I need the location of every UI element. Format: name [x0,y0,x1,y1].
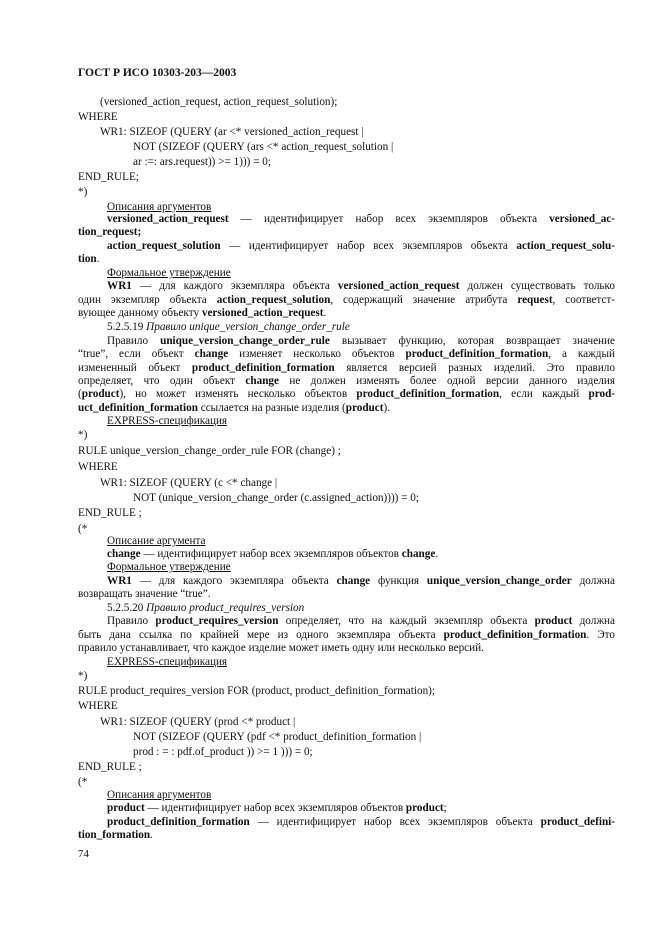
bold-term: product [107,802,145,814]
text-run: — идентифицирует набор всех экземпляров объекта [249,816,541,828]
bold-term: change [336,575,371,587]
paragraph-line [78,628,615,642]
text-run: , соответст- [552,294,615,306]
section-heading: Формальное утверждение [107,561,231,573]
paragraph-line [78,387,615,401]
section-heading: Описания аргументов [107,789,212,801]
bold-term: versioned_ac- [549,213,615,225]
code-line: WR1: SIZEOF (QUERY (c <* change | [100,477,278,489]
paragraph-line [107,801,615,815]
bold-term: WR1 [107,575,132,587]
text-run: — идентифицирует набор всех экземпляров объектов [144,802,406,814]
text-run: . [150,829,153,841]
section-heading: Описания аргументов [107,201,212,213]
bold-term: change [245,375,279,387]
code-line: WHERE [78,111,118,123]
text-run: , если каждый [499,388,589,400]
text-run: не должен изменять более одной версии данного изделия [278,375,615,387]
code-line: NOT (SIZEOF (QUERY (pdf <* product_definition_formation | [133,731,422,743]
code-line: (* [78,776,88,788]
code-line: RULE unique_version_change_order_rule FOR (change) ; [78,445,341,457]
clause-heading [107,320,615,334]
text-run: правило устанавливает, что каждое изделие может иметь одну или несколько версий. [78,642,484,654]
bold-term: product_definition_formation [191,362,335,374]
paragraph-line [78,293,615,307]
text-run: . [435,548,439,560]
text-run: измененный объект [78,362,192,374]
bold-term: request [517,294,553,306]
code-line: WR1: SIZEOF (QUERY (ar <* versioned_action_request | [100,126,364,138]
code-line: *) [78,670,88,682]
text-run: . [96,253,100,265]
text-run: — идентифицирует набор всех экземпляров объекта [220,240,517,252]
bold-term: product_defini- [540,816,615,828]
code-line: NOT (unique_version_change_order (c.assigned_action)))) = 0; [133,492,420,504]
paragraph-line [78,306,615,320]
section-heading: EXPRESS-спецификация [107,415,228,427]
paragraph-line [78,374,615,388]
text-run: вующее данному объекту [78,307,202,319]
text-run: должна [571,575,615,587]
text-run: , а каждый [548,348,615,360]
bold-term: product [345,402,384,414]
text-run: один экземпляр объекта [78,294,217,306]
paragraph-line [107,239,615,253]
code-line: END_RULE; [78,171,139,183]
bold-term: versioned_action_request [337,280,460,292]
text-run: 5.2.5.20 [107,602,147,614]
bold-term: change [401,548,436,560]
text-run: ), но может изменять несколько объектов [119,388,357,400]
bold-term: tion_request; [78,226,142,238]
code-line: (* [78,523,88,535]
text-run: . [323,307,327,319]
text-run: — идентифицирует набор всех экземпляров объектов [140,548,402,560]
section-heading: EXPRESS-спецификация [107,656,228,668]
code-line: WR1: SIZEOF (QUERY (prod <* product | [100,716,296,728]
text-run: должна [572,615,615,627]
text-run: ). [383,402,390,414]
paragraph-line [107,212,615,226]
text-run: функция [370,575,427,587]
code-line: NOT (SIZEOF (QUERY (ars <* action_request_solution | [133,141,394,153]
code-line: RULE product_requires_version FOR (product, product_definition_formation); [78,685,435,697]
text-run: ссылается на разные изделия ( [197,402,346,414]
paragraph-line [78,401,615,415]
section-heading: Описание аргумента [107,535,206,547]
bold-term: tion_formation [78,829,151,841]
bold-term: prod- [588,388,616,400]
code-line: prod : = : pdf.of_product )) >= 1 ))) = 0; [133,746,313,758]
bold-term: change [107,548,141,560]
code-line: (versioned_action_request, action_request_solution); [100,96,338,108]
text-run: 5.2.5.19 [107,321,147,333]
italic-text: Правило unique_version_change_order_rule [146,321,350,333]
code-line: *) [78,186,88,198]
bold-term: product_definition_formation [107,816,250,828]
bold-term: tion [78,253,97,265]
code-line: WHERE [78,700,118,712]
text-run: изменяет несколько объектов [228,348,406,360]
paragraph-line [107,574,615,588]
paragraph-line [107,334,615,348]
paragraph-line [78,252,615,266]
paragraph-line [107,815,615,829]
bold-term: product [405,802,444,814]
bold-term: product [81,388,120,400]
text-run: ( [78,388,82,400]
paragraph-line [78,641,615,655]
bold-term: product_definition_formation [443,629,587,641]
code-line: ar :=: ars.request)) >= 1))) = 0; [133,156,271,168]
text-run: “true”, если объект [78,348,195,360]
clause-heading [107,601,615,615]
bold-term: versioned_action_request [107,213,229,225]
text-run: Правило [107,335,161,347]
page-number: 74 [78,848,89,860]
text-run: быть дана ссылка по крайней мере из одного экземпляра объекта [78,629,444,641]
code-line: END_RULE ; [78,507,142,519]
text-run: , содержащий значение атрибута [330,294,518,306]
bold-term: WR1 [107,280,132,292]
text-run: возвращать значение “true”. [78,588,211,600]
code-line: WHERE [78,461,118,473]
bold-term: action_request_solu- [516,240,615,252]
bold-term: change [194,348,229,360]
italic-text: Правило product_requires_version [146,602,305,614]
bold-term: unique_version_change_order [426,575,572,587]
text-run: вызывает функцию, которая возвращает значение [329,335,615,347]
bold-term: uct_definition_formation [78,402,198,414]
text-run: — идентифицирует набор всех экземпляров объекта [228,213,550,225]
text-run: Правило [107,615,156,627]
paragraph-line [78,225,615,239]
text-run: — для каждого экземпляра объекта [131,575,337,587]
bold-term: product_requires_version [155,615,279,627]
paragraph-line [107,614,615,628]
bold-term: versioned_action_request [201,307,324,319]
page-header: ГОСТ Р ИСО 10303-203—2003 [78,67,237,79]
text-run: должен существовать только [459,280,615,292]
bold-term: product_definition_formation [405,348,549,360]
paragraph-line [78,587,615,601]
paragraph-line [78,828,615,842]
bold-term: action_request_solution [107,240,221,252]
text-run: определяет, что на каждый экземпляр объекта [278,615,535,627]
bold-term: product [534,615,573,627]
paragraph-line [78,347,615,361]
text-run: — для каждого экземпляра объекта [131,280,338,292]
paragraph-line [107,547,615,561]
code-line: END_RULE ; [78,761,142,773]
bold-term: action_request_solution [216,294,331,306]
code-line: *) [78,429,88,441]
text-run: ; [443,802,447,814]
text-run: . Это [586,629,615,641]
section-heading: Формальное утверждение [107,267,231,279]
paragraph-line [78,361,615,375]
bold-term: unique_version_change_order_rule [160,335,330,347]
bold-term: product_definition_formation [356,388,500,400]
text-run: является версией разных изделий. Это правило [334,362,615,374]
text-run: определяет, что один объект [78,375,246,387]
paragraph-line [107,279,615,293]
